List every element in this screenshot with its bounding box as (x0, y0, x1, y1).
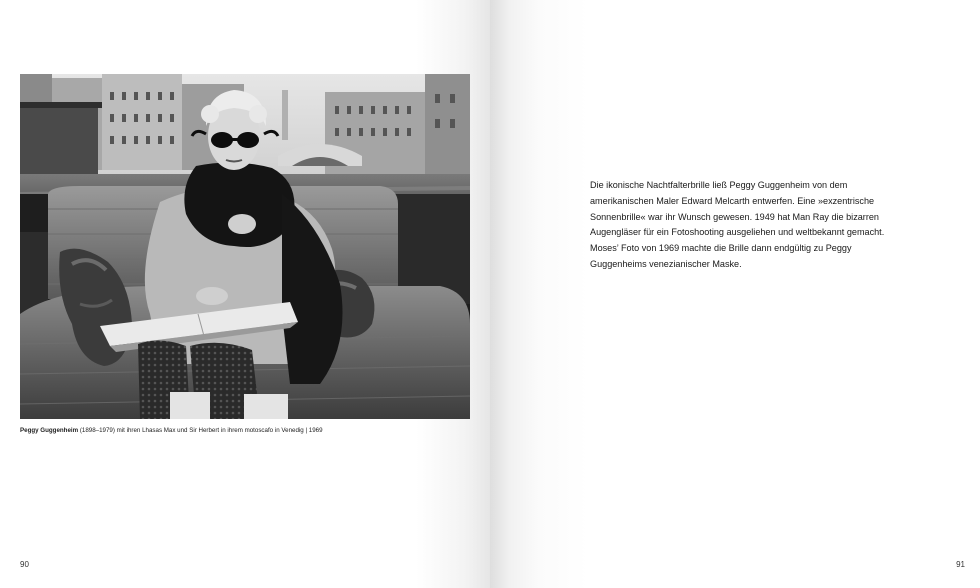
photograph (20, 74, 470, 419)
page-number-left: 90 (20, 560, 29, 569)
body-paragraph (590, 178, 920, 273)
photo-caption (20, 426, 470, 435)
body-line: amerikanischen Maler Edward Melcarth entwerfen. Eine »exzentrische (590, 195, 875, 206)
body-line: Augengläser für ein Fotoshooting ausgeliehen und weltbekannt gemacht. (590, 227, 885, 238)
caption-name: Peggy Guggenheim (20, 427, 79, 434)
black-and-white-photo (20, 74, 470, 419)
page-number-right: 91 (956, 560, 965, 569)
right-page (490, 0, 980, 588)
body-line: Sonnenbrille« war ihr Wunsch gewesen. 1949 hat Man Ray die bizarren (590, 211, 879, 222)
caption-text: (1898–1979) mit ihren Lhasas Max und Sir Herbert in ihrem motoscafo in Venedig | 1969 (78, 427, 323, 434)
body-line: Die ikonische Nachtfalterbrille ließ Peggy Guggenheim von dem (590, 180, 848, 190)
body-line: Guggenheims venezianischer Maske. (590, 258, 742, 269)
body-line: Moses’ Foto von 1969 machte die Brille dann endgültig zu Peggy (590, 243, 852, 254)
